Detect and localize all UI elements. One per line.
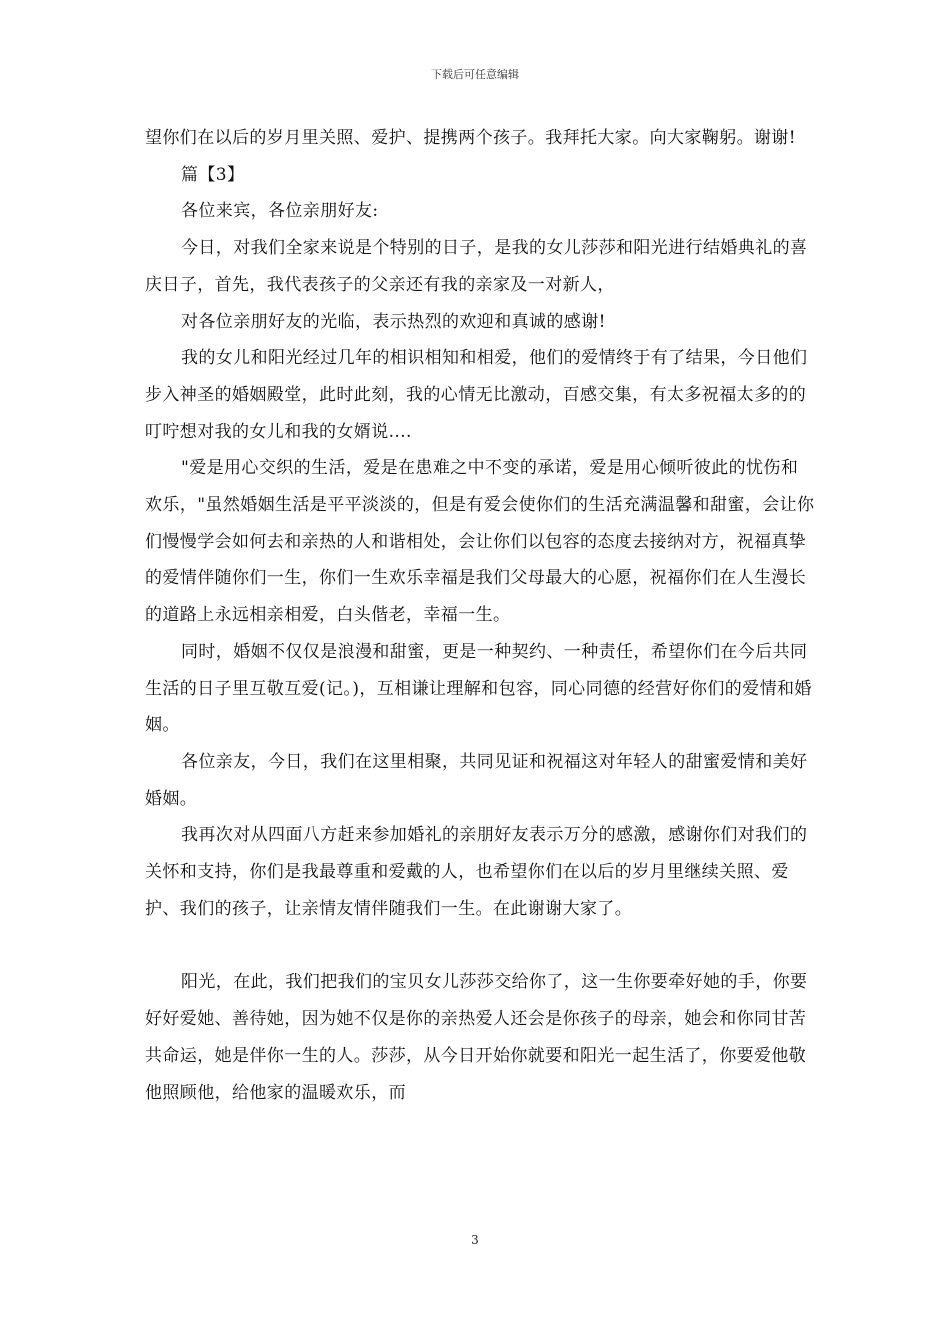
section-heading: 篇【3】 <box>181 164 245 185</box>
paragraph: 各位亲友，今日，我们在这里相聚，共同见证和祝福这对年轻人的甜蜜爱情和美好婚姻。 <box>145 751 808 809</box>
paragraph: "爱是用心交织的生活，爱是在患难之中不变的承诺，爱是用心倾听彼此的忧伤和欢乐，"虽然婚姻生活是平平淡淡的，但是有爱会使你们的生活充满温馨和甜蜜，会让你们慢慢学会如何去和亲热的人和谐相处，会让你们以包容的态度去接纳对方，祝福真挚的爱情伴随你们一生，你们一生欢乐幸福是我们父母最大的心愿，祝福你们在人生漫长的道路上永远相亲相爱，白头偕老，幸福一生。 <box>145 458 815 626</box>
paragraph: 我的女儿和阳光经过几年的相识相知和相爱，他们的爱情终于有了结果，今日他们步入神圣的婚姻殿堂，此时此刻，我的心情无比激动，百感交集，有太多祝福太多的的叮咛想对我的女儿和我的女婿说.... <box>145 348 808 442</box>
paragraph: 我再次对从四面八方赶来参加婚礼的亲朋好友表示万分的感激，感谢你们对我们的关怀和支持，你们是我最尊重和爱戴的人，也希望你们在以后的岁月里继续关照、爱护、我们的孩子，让亲情友情伴随我们一生。在此谢谢大家了。 <box>145 825 808 919</box>
page-header: 下载后可任意编辑 <box>431 68 519 81</box>
page-number: 3 <box>471 1233 479 1247</box>
document-body <box>145 120 815 1111</box>
salutation: 各位来宾，各位亲朋好友: <box>181 201 379 222</box>
paragraph-continuation: 望你们在以后的岁月里关照、爱护、提携两个孩子。我拜托大家。向大家鞠躬。谢谢! <box>145 128 797 148</box>
paragraph: 今日，对我们全家来说是个特别的日子，是我的女儿莎莎和阳光进行结婚典礼的喜庆日子，首先，我代表孩子的父亲还有我的亲家及一对新人， <box>145 238 808 295</box>
paragraph: 对各位亲朋好友的光临，表示热烈的欢迎和真诚的感谢! <box>181 311 606 332</box>
paragraph-gap <box>145 927 815 964</box>
paragraph: 同时，婚姻不仅仅是浪漫和甜蜜，更是一种契约、一种责任，希望你们在今后共同生活的日子里互敬互爱(记。)，互相谦让理解和包容，同心同德的经营好你们的爱情和婚姻。 <box>145 641 812 736</box>
paragraph: 阳光，在此，我们把我们的宝贝女儿莎莎交给你了，这一生你要牵好她的手，你要好好爱她、善待她，因为她不仅是你的亲热爱人还会是你孩子的母亲，她会和你同甘苦共命运，她是伴你一生的人。莎莎，从今日开始你就要和阳光一起生活了，你要爱他敬他照顾他，给他家的温暖欢乐，而 <box>145 972 808 1103</box>
